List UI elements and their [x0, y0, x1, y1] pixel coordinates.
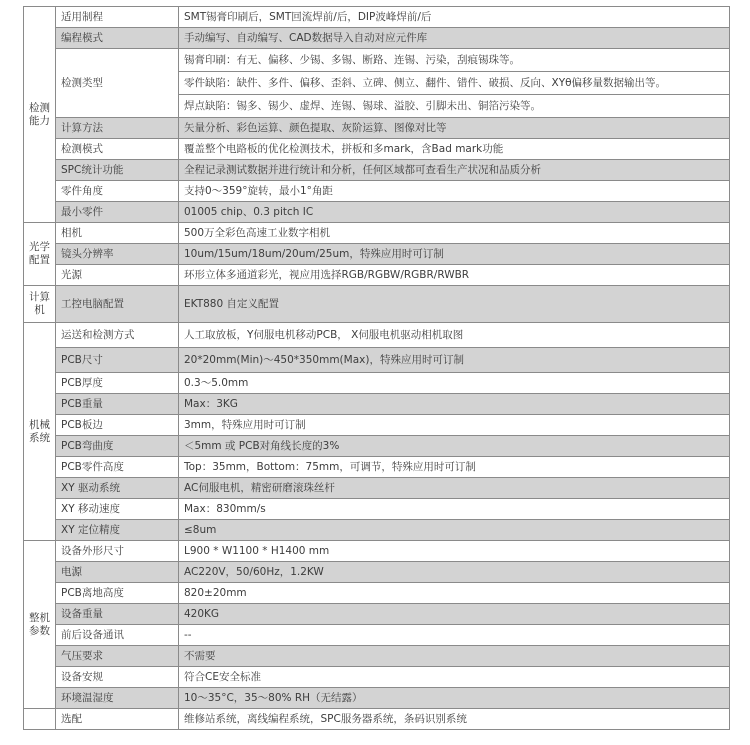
spec-row — [24, 286, 730, 323]
spec-name: XY 定位精度 — [56, 520, 179, 541]
spec-value-group — [179, 49, 730, 118]
spec-table-body — [24, 7, 730, 730]
spec-value: 全程记录测试数据并进行统计和分析，任何区域都可查看生产状况和品质分析 — [179, 160, 730, 181]
spec-value: AC伺服电机，精密研磨滚珠丝杆 — [179, 478, 730, 499]
spec-name: 气压要求 — [56, 646, 179, 667]
spec-name: 计算方法 — [56, 118, 179, 139]
spec-value: 手动编写、自动编写、CAD数据导入自动对应元件库 — [179, 28, 730, 49]
spec-name: 相机 — [56, 223, 179, 244]
spec-row — [24, 688, 730, 709]
spec-row — [24, 28, 730, 49]
category-label: 整机参数 — [24, 541, 56, 709]
spec-table — [23, 6, 730, 730]
category-label: 机械系统 — [24, 323, 56, 541]
spec-name: PCB重量 — [56, 394, 179, 415]
spec-name: 检测类型 — [56, 49, 179, 118]
spec-name: PCB零件高度 — [56, 457, 179, 478]
spec-row — [24, 244, 730, 265]
spec-row — [24, 625, 730, 646]
spec-name: PCB尺寸 — [56, 348, 179, 373]
spec-row — [24, 415, 730, 436]
spec-name: 零件角度 — [56, 181, 179, 202]
spec-value: 维修站系统，离线编程系统，SPC服务器系统，条码识别系统 — [179, 709, 730, 730]
spec-row — [24, 583, 730, 604]
spec-name: 环境温湿度 — [56, 688, 179, 709]
spec-value: L900 * W1100 * H1400 mm — [179, 541, 730, 562]
spec-value: 人工取放板，Y伺服电机移动PCB， X伺服电机驱动相机取图 — [179, 323, 730, 348]
spec-value: Max：830mm/s — [179, 499, 730, 520]
spec-name: PCB厚度 — [56, 373, 179, 394]
spec-row — [24, 181, 730, 202]
spec-value: AC220V，50/60Hz，1.2KW — [179, 562, 730, 583]
category-label: 光学配置 — [24, 223, 56, 286]
spec-name: 检测模式 — [56, 139, 179, 160]
spec-row — [24, 160, 730, 181]
spec-name: 运送和检测方式 — [56, 323, 179, 348]
spec-value: 420KG — [179, 604, 730, 625]
spec-row — [24, 667, 730, 688]
spec-name: 适用制程 — [56, 7, 179, 28]
spec-row — [24, 223, 730, 244]
spec-row — [24, 541, 730, 562]
spec-value: 矢量分析、彩色运算、颜色提取、灰阶运算、图像对比等 — [179, 118, 730, 139]
spec-row — [24, 562, 730, 583]
spec-value: 3mm，特殊应用时可订制 — [179, 415, 730, 436]
spec-name: 镜头分辨率 — [56, 244, 179, 265]
spec-name: XY 驱动系统 — [56, 478, 179, 499]
spec-value: Max：3KG — [179, 394, 730, 415]
spec-row — [24, 7, 730, 28]
spec-name: 选配 — [56, 709, 179, 730]
spec-row — [24, 323, 730, 348]
spec-name: 最小零件 — [56, 202, 179, 223]
spec-value: SMT锡膏印刷后，SMT回流焊前/后，DIP波峰焊前/后 — [179, 7, 730, 28]
spec-name: 编程模式 — [56, 28, 179, 49]
spec-row — [24, 457, 730, 478]
spec-value: 不需要 — [179, 646, 730, 667]
spec-row — [24, 265, 730, 286]
spec-name: 电源 — [56, 562, 179, 583]
spec-name: XY 移动速度 — [56, 499, 179, 520]
spec-value: 覆盖整个电路板的优化检测技术，拼板和多mark，含Bad mark功能 — [179, 139, 730, 160]
spec-value: ＜5mm 或 PCB对角线长度的3% — [179, 436, 730, 457]
spec-row — [24, 202, 730, 223]
spec-value: 0.3～5.0mm — [179, 373, 730, 394]
category-label — [24, 709, 56, 730]
spec-value: Top：35mm，Bottom：75mm，可调节，特殊应用时可订制 — [179, 457, 730, 478]
category-label: 计算机 — [24, 286, 56, 323]
spec-row — [24, 478, 730, 499]
spec-value: 锡膏印刷：有无、偏移、少锡、多锡、断路、连锡、污染，刮痕锡珠等。 — [179, 49, 729, 72]
spec-value: 10～35°C，35～80% RH（无结露） — [179, 688, 730, 709]
spec-name: 前后设备通讯 — [56, 625, 179, 646]
spec-value: 20*20mm(Min)～450*350mm(Max)，特殊应用时可订制 — [179, 348, 730, 373]
spec-row — [24, 118, 730, 139]
spec-value: 01005 chip、0.3 pitch IC — [179, 202, 730, 223]
spec-value: 820±20mm — [179, 583, 730, 604]
spec-value: 支持0～359°旋转，最小1°角距 — [179, 181, 730, 202]
spec-name: 设备安规 — [56, 667, 179, 688]
category-label: 检测能力 — [24, 7, 56, 223]
spec-value: -- — [179, 625, 730, 646]
spec-row — [24, 139, 730, 160]
spec-row — [24, 394, 730, 415]
spec-value: 环形立体多通道彩光，视应用选择RGB/RGBW/RGBR/RWBR — [179, 265, 730, 286]
spec-name: PCB弯曲度 — [56, 436, 179, 457]
spec-row — [24, 499, 730, 520]
spec-name: 工控电脑配置 — [56, 286, 179, 323]
spec-value: EKT880 自定义配置 — [179, 286, 730, 323]
spec-row — [24, 348, 730, 373]
spec-name: 设备外形尺寸 — [56, 541, 179, 562]
spec-row — [24, 436, 730, 457]
spec-value: 500万全彩色高速工业数字相机 — [179, 223, 730, 244]
spec-value: 符合CE安全标准 — [179, 667, 730, 688]
spec-value: 零件缺陷：缺件、多件、偏移、歪斜、立碑、侧立、翻件、错件、破损、反向、XYθ偏移量数据输出等。 — [179, 72, 729, 95]
spec-row — [24, 709, 730, 730]
spec-name: PCB离地高度 — [56, 583, 179, 604]
spec-name: 设备重量 — [56, 604, 179, 625]
spec-value: ≤8um — [179, 520, 730, 541]
spec-value: 焊点缺陷：锡多、锡少、虚焊、连锡、锡球、溢胶、引脚未出、铜箔污染等。 — [184, 100, 541, 112]
spec-row — [24, 520, 730, 541]
spec-row — [24, 646, 730, 667]
spec-name: PCB板边 — [56, 415, 179, 436]
spec-row — [24, 49, 730, 118]
spec-name: 光源 — [56, 265, 179, 286]
spec-row — [24, 604, 730, 625]
spec-row — [24, 373, 730, 394]
spec-value: 10um/15um/18um/20um/25um，特殊应用时可订制 — [179, 244, 730, 265]
spec-name: SPC统计功能 — [56, 160, 179, 181]
